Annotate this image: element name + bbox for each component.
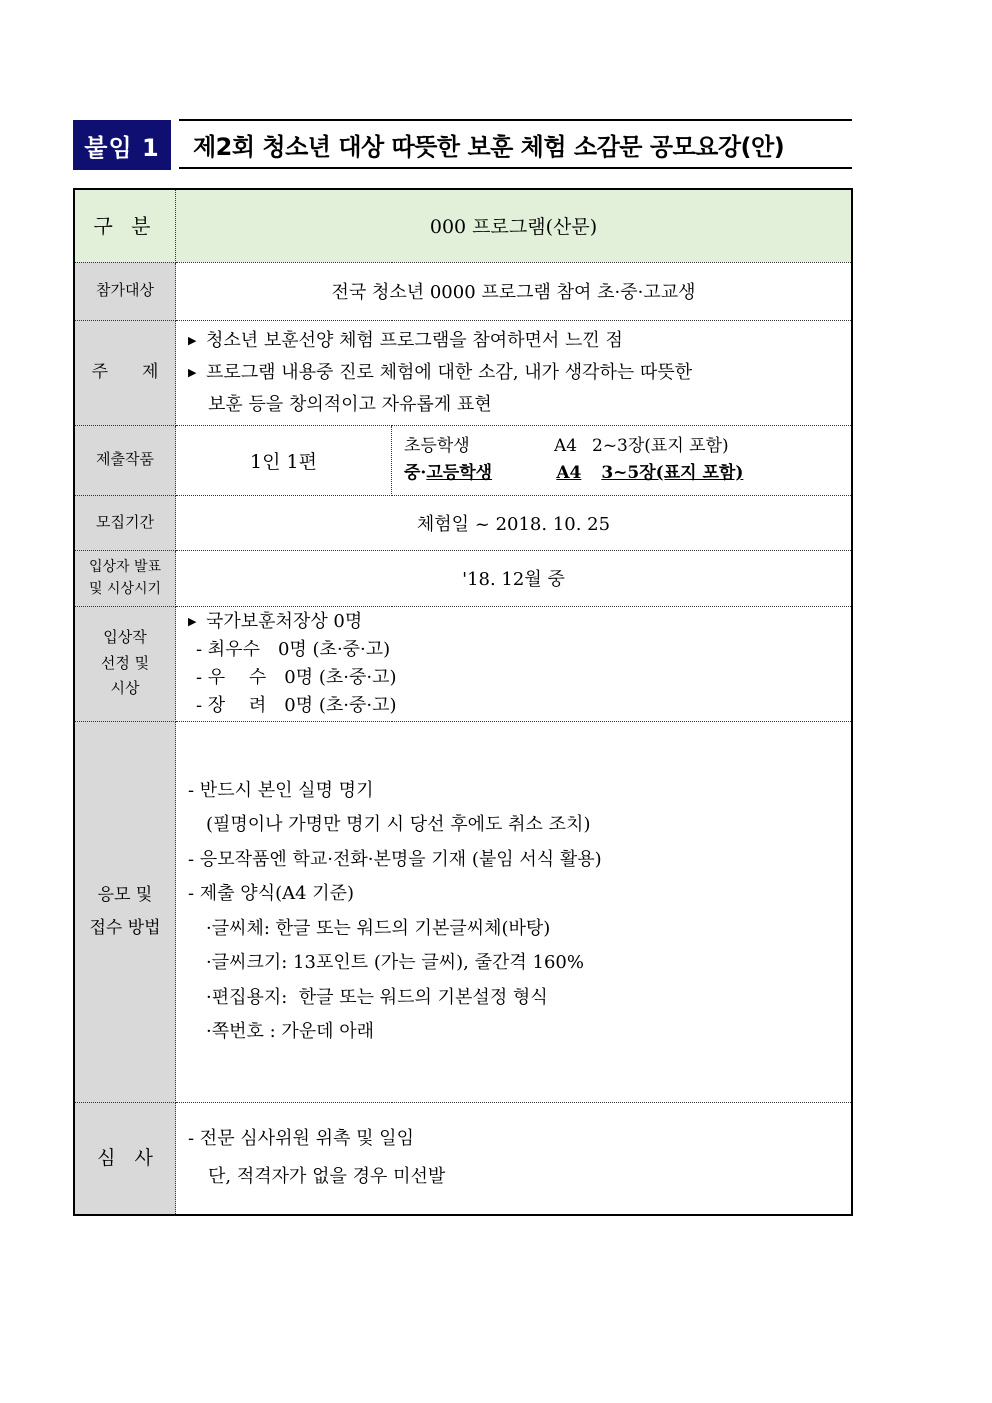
row-theme	[74, 320, 852, 425]
label-application: 응모 및 접수 방법	[74, 721, 176, 1102]
label-submission: 제출작품	[74, 425, 176, 495]
row-period	[74, 495, 852, 550]
row-submission	[74, 425, 852, 495]
award-item: - 장 려 0명 (초·중·고)	[196, 694, 397, 716]
label-review: 심 사	[74, 1102, 176, 1215]
label-category: 구 분	[74, 189, 176, 262]
value-submission-count: 1인 1편	[176, 425, 392, 495]
row-application	[74, 721, 852, 1102]
label-announcement: 입상자 발표 및 시상시기	[74, 550, 176, 606]
attachment-badge: 붙임 1	[73, 120, 171, 170]
value-program: 000 프로그램(산문)	[176, 189, 853, 262]
label-theme: 주 제	[74, 320, 176, 425]
theme-bullet-1: ▶ 청소년 보훈선양 체험 프로그램을 참여하면서 느낀 점	[188, 325, 851, 357]
label-awards: 입상작 선정 및 시상	[74, 606, 176, 721]
format-secondary: 중·고등학생 A4 3~5장(표지 포함)	[404, 463, 744, 483]
application-lines: - 반드시 본인 실명 명기 (필명이나 가명만 명기 시 당선 후에도 취소 조치) - 응모작품엔 학교·전화·본명을 기재 (붙임 서식 활용) - 제출 양식(A4 기준) ·글씨체: 한글 또는 워드의 기본글씨체(바탕) ·글씨크기: 13포인트 (가는 글씨), 줄간격 160% ·편집용지: 한글 또는 워드의 기본설정 형식 ·쪽번호 : 가운데 아래	[188, 779, 602, 1042]
award-main: ▶ 국가보훈처장상 0명	[188, 608, 851, 636]
award-item: - 최우수 0명 (초·중·고)	[196, 638, 391, 660]
contest-guideline-table	[73, 188, 853, 1216]
value-participants: 전국 청소년 0000 프로그램 참여 초·중·고교생	[176, 262, 853, 320]
theme-bullet-2: ▶ 프로그램 내용중 진로 체험에 대한 소감, 내가 생각하는 따뜻한	[188, 357, 851, 389]
label-period: 모집기간	[74, 495, 176, 550]
award-item: - 우 수 0명 (초·중·고)	[196, 666, 397, 688]
triangle-bullet-icon: ▶	[188, 365, 197, 379]
value-application	[176, 721, 853, 1102]
theme-continuation: 보훈 등을 창의적이고 자유롭게 표현	[208, 393, 492, 415]
format-elementary: 초등학생 A4 2~3장(표지 포함)	[404, 436, 729, 456]
value-submission-format	[392, 425, 853, 495]
row-participants	[74, 262, 852, 320]
row-category	[74, 189, 852, 262]
row-review	[74, 1102, 852, 1215]
label-participants: 참가대상	[74, 262, 176, 320]
value-period: 체험일 ~ 2018. 10. 25	[176, 495, 853, 550]
value-review: - 전문 심사위원 위촉 및 일임 단, 적격자가 없을 경우 미선발	[176, 1102, 853, 1215]
triangle-bullet-icon: ▶	[188, 614, 197, 628]
value-awards	[176, 606, 853, 721]
row-announcement	[74, 550, 852, 606]
value-theme	[176, 320, 853, 425]
document-title: 제2회 청소년 대상 따뜻한 보훈 체험 소감문 공모요강(안)	[179, 119, 852, 169]
value-announcement: '18. 12월 중	[176, 550, 853, 606]
triangle-bullet-icon: ▶	[188, 333, 197, 347]
document-title-bar	[73, 119, 852, 171]
row-awards	[74, 606, 852, 721]
